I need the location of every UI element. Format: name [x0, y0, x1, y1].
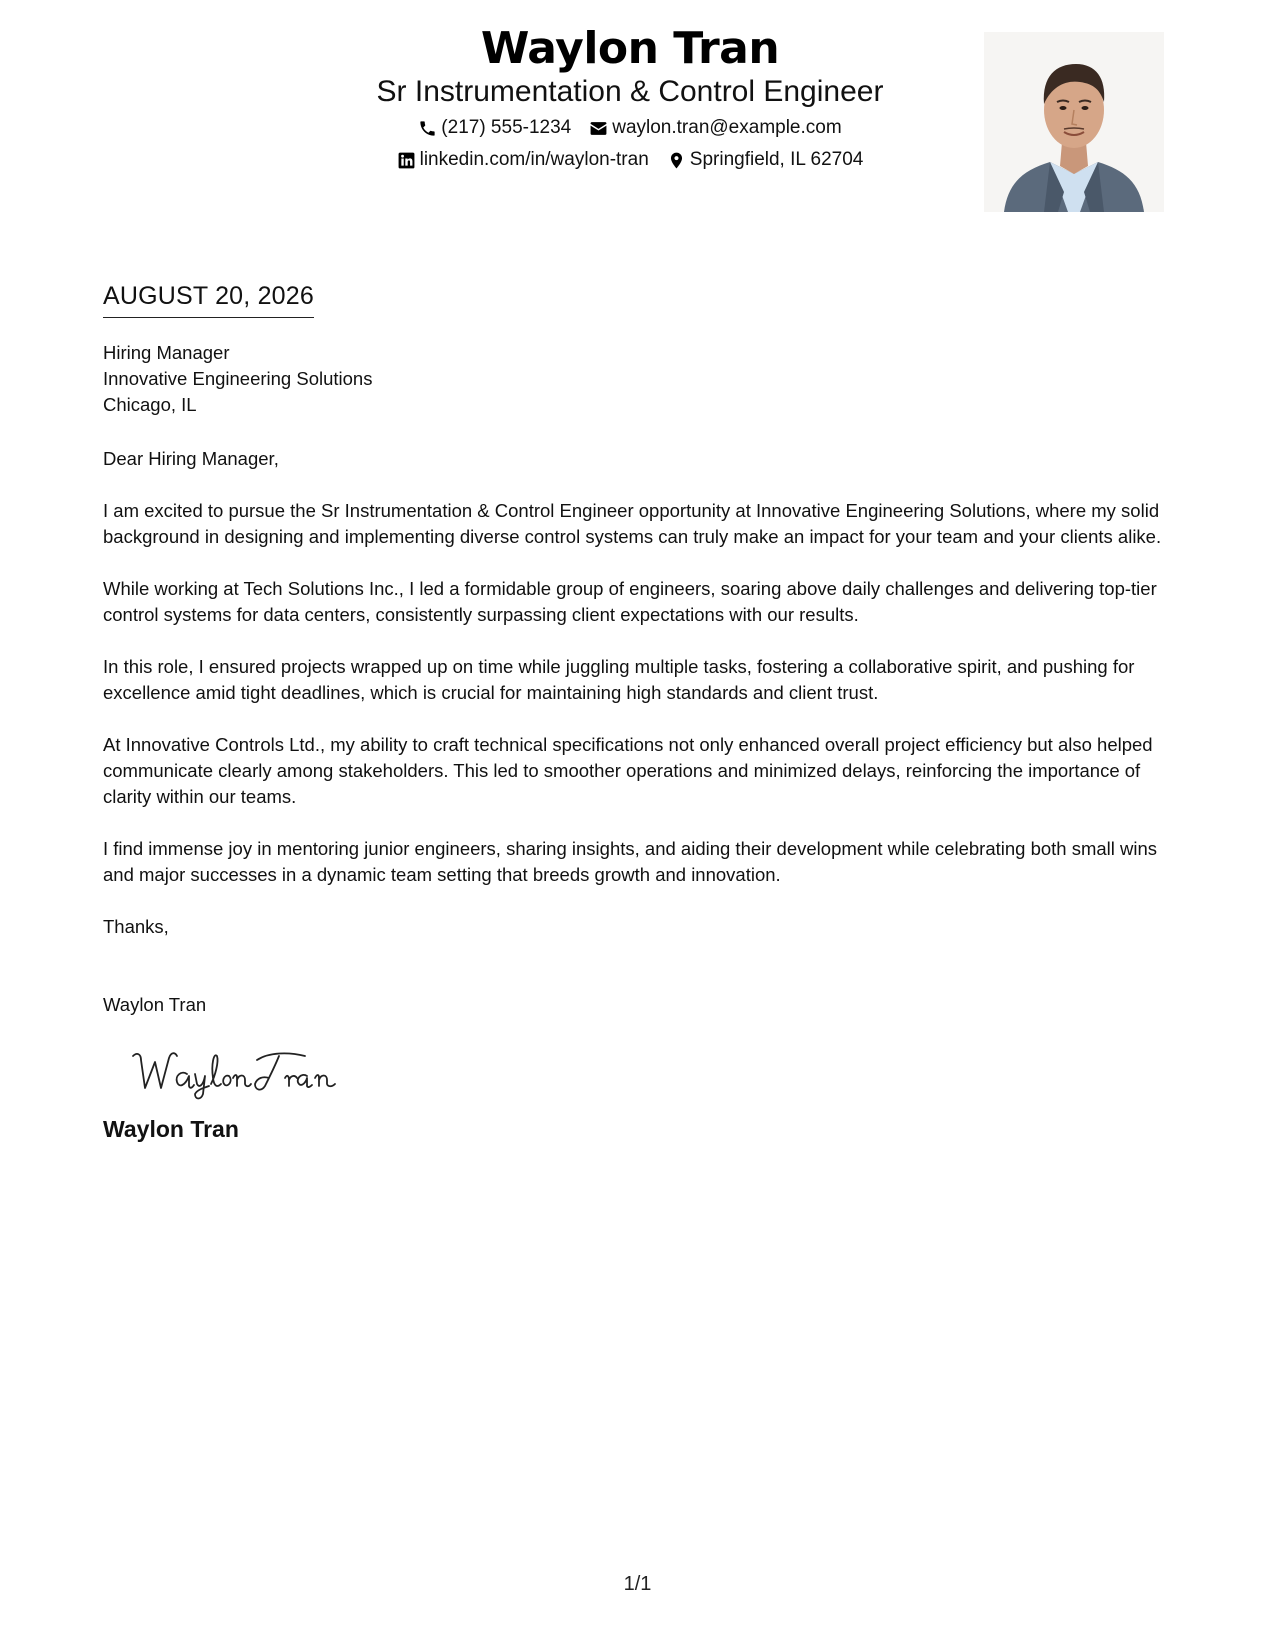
header-info — [230, 22, 1030, 172]
letter-body — [103, 280, 1178, 1144]
recipient-block — [103, 340, 1178, 418]
recipient-location: Chicago, IL — [103, 394, 197, 415]
paragraph-2: While working at Tech Solutions Inc., I led a formidable group of engineers, soaring above daily challenges and delivering top-tier control systems for data centers, consistently surpassing client expectations with our results. — [103, 578, 1157, 625]
recipient-title: Hiring Manager — [103, 342, 230, 363]
applicant-name: Waylon Tran — [480, 23, 780, 74]
profile-photo — [984, 32, 1164, 212]
paragraph-3: In this role, I ensured projects wrapped up on time while juggling multiple tasks, fostering a collaborative spirit, and pushing for excellence amid tight deadlines, which is crucial for maintaining high standards and client trust. — [103, 656, 1135, 703]
paragraph-5: I find immense joy in mentoring junior engineers, sharing insights, and aiding their development while celebrating both small wins and major successes in a dynamic team setting that breeds growth and innovation. — [103, 838, 1158, 885]
printed-name: Waylon Tran — [103, 1116, 239, 1142]
paragraph-4: At Innovative Controls Ltd., my ability to craft technical specifications not only enhanced overall project efficiency but also helped communicate clearly among stakeholders. This led to smoother operations and minimized delays, reinforcing the importance of clarity within our teams. — [103, 734, 1153, 807]
handwritten-signature — [129, 1044, 349, 1100]
letter-header — [0, 22, 1275, 222]
page-number: 1/1 — [623, 1573, 652, 1595]
signoff-name: Waylon Tran — [103, 994, 207, 1015]
contact-row-2 — [230, 148, 1030, 172]
location-text: Springfield, IL 62704 — [689, 149, 864, 170]
contact-row-1 — [230, 116, 1030, 140]
map-pin-icon — [667, 151, 686, 170]
job-title: Sr Instrumentation & Control Engineer — [376, 75, 884, 108]
phone-icon — [418, 119, 437, 138]
linkedin-text[interactable]: linkedin.com/in/waylon-tran — [419, 149, 649, 170]
greeting: Dear Hiring Manager, — [103, 448, 279, 469]
closing: Thanks, — [103, 916, 169, 937]
phone-contact — [418, 116, 571, 140]
recipient-company: Innovative Engineering Solutions — [103, 368, 373, 389]
paragraph-1: I am excited to pursue the Sr Instrumentation & Control Engineer opportunity at Innovative Engineering Solutions, where my solid background in designing and implementing diverse control systems can truly make an impact for your team and your clients alike. — [103, 500, 1162, 547]
location-contact — [667, 148, 864, 172]
linkedin-icon — [397, 151, 416, 170]
letter-date: AUGUST 20, 2026 — [103, 280, 314, 318]
envelope-icon — [589, 119, 608, 138]
linkedin-contact[interactable] — [397, 148, 649, 172]
email-contact[interactable] — [589, 116, 841, 140]
email-text[interactable]: waylon.tran@example.com — [612, 117, 842, 138]
phone-text: (217) 555-1234 — [441, 117, 572, 138]
